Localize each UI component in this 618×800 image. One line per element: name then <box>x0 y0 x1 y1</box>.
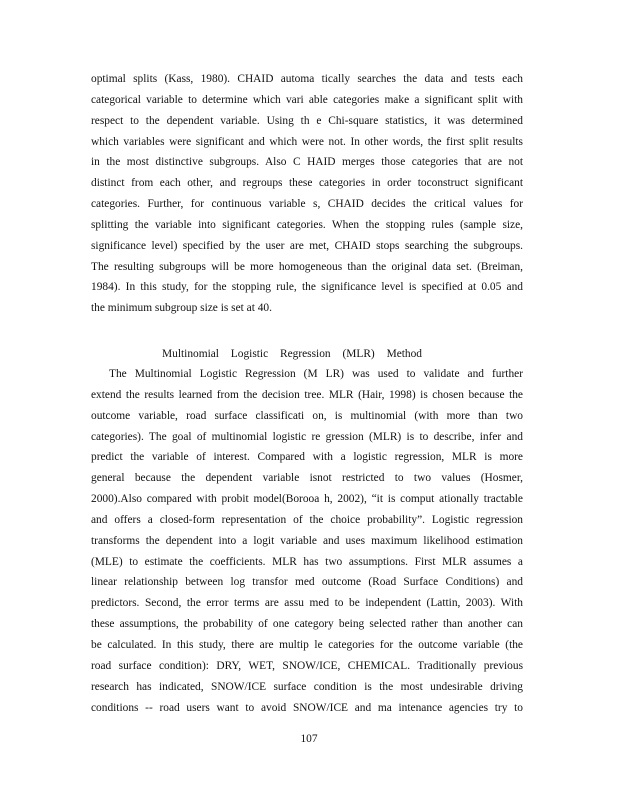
text-line: (MLE) to estimate the coefficients. MLR has two assumptions. First MLR assumes a <box>91 555 523 568</box>
text-line: The resulting subgroups will be more homogeneous than the original data set. (Breiman, <box>91 260 523 273</box>
text-line: these assumptions, the probability of one category being selected rather than another can <box>91 618 523 631</box>
text-line: extend the results learned from the decision tree. MLR (Hair, 1998) is chosen because the <box>91 388 523 401</box>
text-line: predict the variable of interest. Compared with a logistic regression, MLR is more <box>91 451 523 464</box>
text-line: 1984). In this study, for the stopping rule, the significance level is specified at 0.05 and <box>91 281 523 294</box>
text-line: in the most distinctive subgroups. Also C HAID merges those categories that are not <box>91 156 523 169</box>
text-line: the minimum subgroup size is set at 40. <box>91 302 272 315</box>
text-line: distinct from each other, and regroups these categories in order toconstruct significant <box>91 177 523 190</box>
text-line: categorical variable to determine which vari able categories make a significant split with <box>91 93 523 106</box>
text-line: categories. Further, for continuous variable s, CHAID decides the critical values for <box>91 198 523 211</box>
paragraph-mlr <box>91 364 523 718</box>
text-line: outcome variable, road surface classificati on, is multinomial (with more than two <box>91 409 523 422</box>
text-line: categories). The goal of multinomial logistic re gression (MLR) is to describe, infer and <box>91 430 523 443</box>
text-line: respect to the dependent variable. Using th e Chi-square statistics, it was determined <box>91 114 523 127</box>
text-line: optimal splits (Kass, 1980). CHAID automa tically searches the data and tests each <box>91 73 523 85</box>
text-line: general because the dependent variable isnot restricted to two values (Hosmer, <box>91 472 523 485</box>
text-line: splitting the variable into significant categories. When the stopping rules (sample size, <box>91 218 523 231</box>
text-line: transforms the dependent into a logit variable and uses maximum likelihood estimation <box>91 534 523 547</box>
text-line: linear relationship between log transfor med outcome (Road Surface Conditions) and <box>91 576 523 589</box>
text-line: which variables were significant and which were not. In other words, the first split results <box>91 135 523 148</box>
text-line: The Multinomial Logistic Regression (M LR) was used to validate and further <box>109 368 523 380</box>
text-line: be calculated. In this study, there are multip le categories for the outcome variable (the <box>91 638 523 651</box>
section-heading: Multinomial Logistic Regression (MLR) Method <box>162 348 422 360</box>
text-line: research has indicated, SNOW/ICE surface condition is the most undesirable driving <box>91 680 523 693</box>
text-line: conditions -- road users want to avoid SNOW/ICE and ma intenance agencies try to <box>91 701 523 714</box>
paragraph-chaid <box>91 69 523 319</box>
page-number: 107 <box>300 733 318 745</box>
text-line: significance level) specified by the user are met, CHAID stops searching the subgroups. <box>91 239 523 252</box>
text-line: and offers a closed-form representation of the choice probability”. Logistic regression <box>91 513 523 526</box>
text-line: 2000).Also compared with probit model(Borooa h, 2002), “it is comput ationally tractable <box>91 493 523 506</box>
text-line: road surface condition): DRY, WET, SNOW/ICE, CHEMICAL. Traditionally previous <box>91 659 523 672</box>
text-line: predictors. Second, the error terms are assu med to be independent (Lattin, 2003). With <box>91 597 523 610</box>
